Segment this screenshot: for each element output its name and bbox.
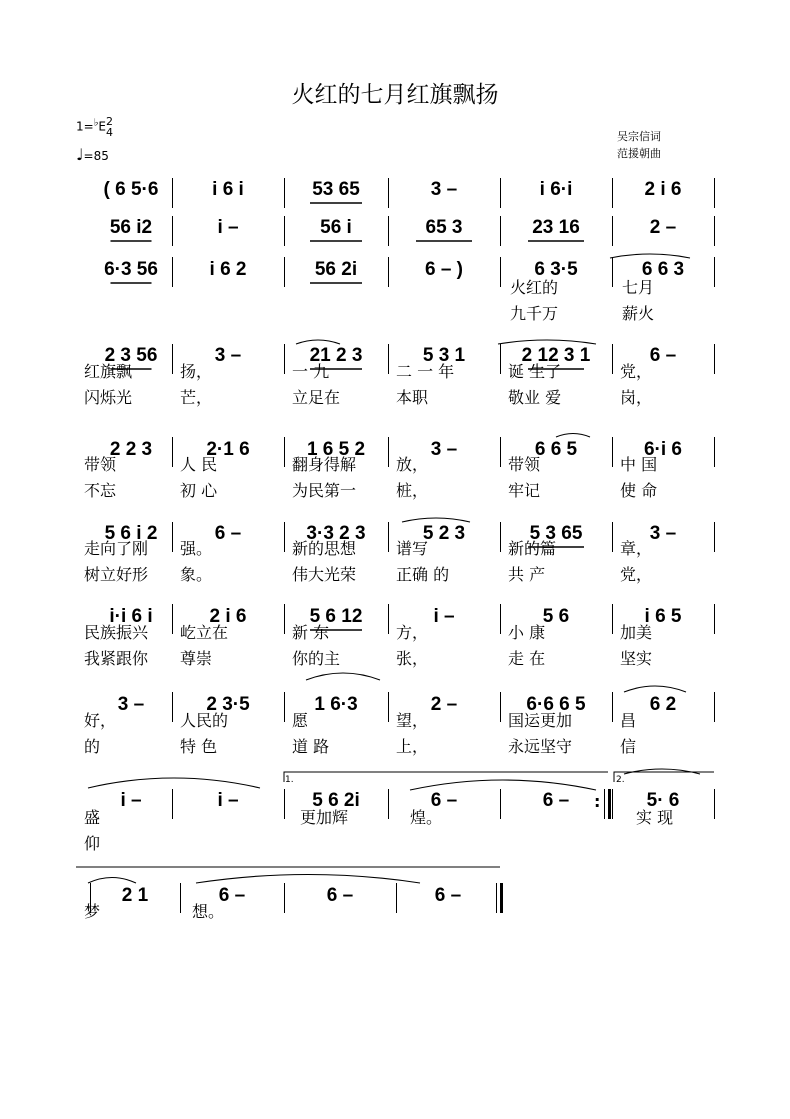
composer-credit: 范援朝曲 [617,147,661,160]
measure-notes: i – [217,790,239,811]
measure-notes: 6 6 3 [641,259,685,280]
measure-notes: 5 6 [542,606,570,627]
repeat-barline [608,789,611,819]
barline [500,692,501,722]
slur-arc [296,340,340,344]
lyricist-credit: 吴宗信词 [617,130,661,143]
barline [612,216,613,246]
barline [714,692,715,722]
barline [284,257,285,287]
barline [284,178,285,208]
measure-notes: 5 6 2i [312,790,360,811]
measure-notes: 6 – [430,790,458,811]
measure-notes: 2·1 6 [206,439,250,460]
measure-notes: i 6 i [212,179,244,200]
lyric-syllables: 带领 [84,455,117,474]
lyric-syllables: 强。 [180,539,213,558]
lyric-syllables: 仰 [84,834,101,853]
slur-arc [306,673,380,680]
lyric-syllables: 实 现 [636,808,674,827]
barline [172,604,173,634]
barline [172,522,173,552]
measure-notes: 23 16 [532,217,580,238]
slur-arc [556,434,590,438]
measure-notes: 6·6 6 5 [526,694,586,715]
repeat-barline-thin [604,789,605,819]
lyric-syllables: 二 一 年 [396,362,455,381]
measure-notes: 6 – [434,885,462,906]
lyric-syllables: 的 [84,737,101,756]
final-barline-thin [496,883,497,913]
lyric-syllables: 我紧跟你 [84,649,149,668]
barline [714,522,715,552]
barline [714,216,715,246]
barline [388,692,389,722]
barline [172,257,173,287]
measure-notes: i – [217,217,239,238]
barline [396,883,397,913]
lyric-syllables: 你的主 [292,649,341,668]
slur-arc [410,780,596,790]
barline [714,257,715,287]
lyric-syllables: 薪火 [622,304,655,323]
measure-notes: 2 i 6 [644,179,682,200]
lyric-syllables: 方， [396,623,429,642]
barline [388,437,389,467]
barline [612,437,613,467]
barline [500,437,501,467]
lyric-syllables: 伟大光荣 [292,565,357,584]
barline [172,437,173,467]
lyric-syllables: 国运更加 [508,711,573,730]
lyric-syllables: 道 路 [292,737,330,756]
measure-notes: 3 – [649,523,677,544]
slur-arc [88,878,136,884]
barline [284,789,285,819]
lyric-syllables: 芒， [180,388,213,407]
lyric-syllables: 九千万 [510,304,559,323]
barline [172,789,173,819]
lyric-syllables: 党， [620,362,653,381]
barline [714,604,715,634]
quarter-note-icon: ♩ [76,145,84,164]
lyric-syllables: 想。 [192,902,225,921]
measure-notes: 6 3·5 [534,259,578,280]
measure-notes: i – [433,606,455,627]
lyric-syllables: 火红的 [510,278,559,297]
lyric-syllables: 坚实 [620,649,653,668]
measure-notes: 56 i2 [109,217,153,238]
measure-notes: ( 6 5·6 [103,179,159,200]
slur-arc [498,340,596,344]
measure-notes: 6 6 5 [534,439,578,460]
measure-notes: 5 6 i 2 [104,523,158,544]
measure-notes: 2 2 3 [109,439,153,460]
measure-notes: 6 – [214,523,242,544]
volta-bracket-1 [284,772,608,782]
slur-arc [88,778,260,788]
slur-arc [624,769,700,774]
lyric-syllables: 梦 [84,902,101,921]
volta-bracket-2 [614,772,714,782]
barline [714,789,715,819]
measure-notes: 5 2 3 [422,523,466,544]
barline [388,789,389,819]
lyric-syllables: 正确 的 [396,565,450,584]
lyric-syllables: 牢记 [508,481,541,500]
lyric-syllables: 愿 [292,711,309,730]
slur-arc [610,254,690,258]
measure-notes: 2 3 56 [104,345,158,366]
barline [284,604,285,634]
slur-arc [624,686,686,692]
key-signature: 1=♭E2 4 [76,115,114,139]
barline [284,883,285,913]
lyric-syllables: 信 [620,737,637,756]
measure-notes: 53 65 [312,179,360,200]
lyric-syllables: 好， [84,711,117,730]
measure-notes: 3 – [430,439,458,460]
lyric-syllables: 使 命 [620,481,658,500]
measure-notes: 6·i 6 [643,439,683,460]
lyric-syllables: 特 色 [180,737,218,756]
measure-notes: 5 3 65 [529,523,583,544]
lyric-syllables: 永远坚守 [508,737,573,756]
slur-arc [402,518,470,522]
measure-notes: 65 3 [425,217,463,238]
lyric-syllables: 加美 [620,623,653,642]
lyric-syllables: 敬业 爱 [508,388,562,407]
barline [180,883,181,913]
barline [284,216,285,246]
measure-notes: 56 i [320,217,352,238]
barline [172,178,173,208]
measure-notes: 2 – [430,694,458,715]
lyric-syllables: 人 民 [180,455,218,474]
measure-notes: 6 – [326,885,354,906]
measure-notes: i 6 2 [209,259,247,280]
lyric-syllables: 本职 [396,388,429,407]
end-barline [714,178,715,208]
measure-notes: 2 12 3 1 [521,345,591,366]
measure-notes: 2 1 [121,885,149,906]
barline [172,692,173,722]
measure-notes: 3 – [430,179,458,200]
barline [500,522,501,552]
lyric-syllables: 尊崇 [180,649,213,668]
lyric-syllables: 屹立在 [180,623,229,642]
lyric-syllables: 新 东 [292,623,330,642]
measure-notes: 6 – [218,885,246,906]
barline [500,789,501,819]
lyric-syllables: 七月 [622,278,655,297]
barline [500,604,501,634]
barline [612,789,613,819]
lyric-syllables: 闪烁光 [84,388,133,407]
barline [714,437,715,467]
lyric-syllables: 走 在 [508,649,546,668]
lyric-syllables: 不忘 [84,481,117,500]
lyric-syllables: 扬， [180,362,213,381]
lyric-syllables: 象。 [180,565,213,584]
barline [284,344,285,374]
song-title: 火红的七月红旗飘扬 [291,82,499,108]
barline [612,522,613,552]
lyric-syllables: 为民第一 [292,481,357,500]
barline [612,178,613,208]
measure-notes: 56 2i [314,259,358,280]
slur-arc [196,875,420,884]
lyric-syllables: 上， [396,737,429,756]
lyric-syllables: 诞 生了 [508,362,562,381]
barline [388,257,389,287]
barline [388,604,389,634]
lyric-syllables: 一 九 [292,362,330,381]
lyric-syllables: 立足在 [292,388,341,407]
measure-notes: 2 – [649,217,677,238]
barline [612,344,613,374]
measure-notes: 2 3·5 [206,694,250,715]
lyric-syllables: 小 康 [508,623,546,642]
barline [172,216,173,246]
barline [500,257,501,287]
lyric-syllables: 放， [396,455,429,474]
barline [612,692,613,722]
measure-notes: 3 – [117,694,145,715]
lyric-syllables: 带领 [508,455,541,474]
measure-notes: 5· 6 [646,790,680,811]
barline [388,344,389,374]
lyric-syllables: 盛 [84,808,101,827]
final-barline-thick [500,883,503,913]
measure-notes: 1 6·3 [314,694,358,715]
barline [284,692,285,722]
lyric-syllables: 望， [396,711,429,730]
volta-label-1: 1. [285,775,294,785]
measure-notes: 3·3 2 3 [306,523,366,544]
lyric-syllables: 民族振兴 [84,623,149,642]
measure-notes: i – [120,790,142,811]
tempo-marking: ♩=85 [76,145,109,164]
measure-notes: 1 6 5 2 [306,439,366,460]
measure-notes: 6 – [542,790,570,811]
repeat-dots: : [594,792,601,811]
lyric-syllables: 树立好形 [84,565,149,584]
measure-notes: 5 6 12 [309,606,363,627]
barline [388,216,389,246]
lyric-syllables: 红旗飘 [84,362,133,381]
barline [500,216,501,246]
time-signature: 2 4 [106,115,114,139]
barline [284,437,285,467]
lyric-syllables: 谱写 [396,539,429,558]
measure-notes: 3 – [214,345,242,366]
measure-notes: i 6 5 [644,606,682,627]
barline [714,344,715,374]
lyric-syllables: 更加辉 [300,808,349,827]
barline [172,344,173,374]
lyric-syllables: 人民的 [180,711,229,730]
lyric-syllables: 党， [620,565,653,584]
barline [284,522,285,552]
measure-notes: 6 – [649,345,677,366]
barline [388,178,389,208]
measure-notes: i·i 6 i [109,606,153,627]
lyric-syllables: 初 心 [180,481,218,500]
lyric-syllables: 新的思想 [292,539,357,558]
measure-notes: 6 – ) [424,259,464,280]
measure-notes: 5 3 1 [422,345,466,366]
volta-label-2: 2. [616,775,625,785]
measure-notes: 6·3 56 [104,259,158,280]
lyric-syllables: 昌 [620,711,637,730]
lyric-syllables: 张， [396,649,429,668]
lyric-syllables: 岗， [620,388,653,407]
lyric-syllables: 共 产 [508,565,546,584]
barline [388,522,389,552]
lyric-syllables: 章， [620,539,653,558]
lyric-syllables: 桩， [396,481,429,500]
barline [500,344,501,374]
lyric-syllables: 走向了刚 [84,539,149,558]
barline [500,178,501,208]
barline [612,257,613,287]
lyric-syllables: 新的篇 [508,539,557,558]
barline [612,604,613,634]
lyric-syllables: 翻身得解 [292,455,357,474]
lyric-syllables: 中 国 [620,455,658,474]
measure-notes: 6 2 [649,694,677,715]
lyric-syllables: 煌。 [410,808,443,827]
measure-notes: 21 2 3 [309,345,363,366]
measure-notes: i 6·i [539,179,573,200]
measure-notes: 2 i 6 [209,606,247,627]
